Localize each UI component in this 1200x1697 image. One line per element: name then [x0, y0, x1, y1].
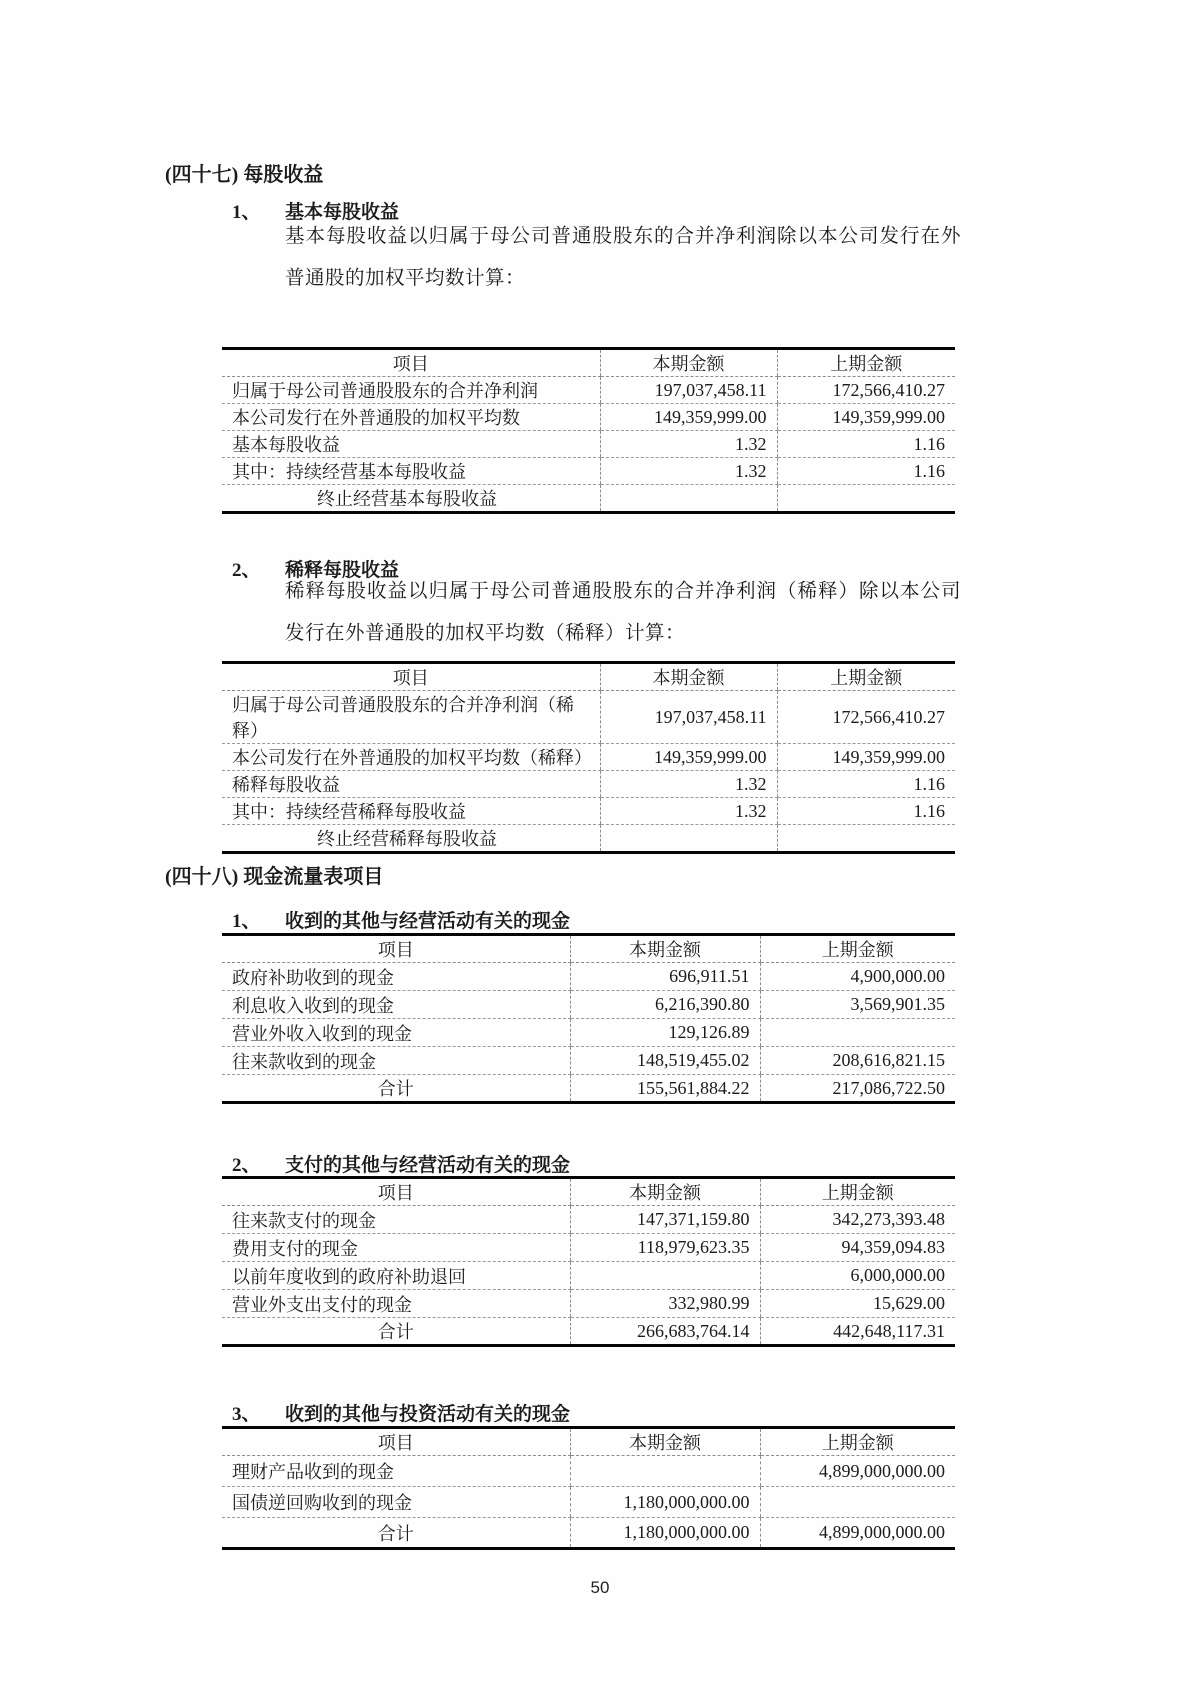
column-header-item: 项目: [222, 1178, 570, 1206]
subsection-number: 2、: [232, 560, 261, 581]
table-header-row: [222, 935, 955, 963]
current-amount-total: 266,683,764.14: [570, 1318, 760, 1346]
diluted-eps-paragraph: 稀释每股收益以归属于母公司普通股股东的合并净利润（稀释）除以本公司发行在外普通股的加权平均数（稀释）计算：: [285, 581, 961, 644]
table-row: [222, 377, 955, 404]
page-number: 50: [590, 1578, 610, 1597]
previous-amount: 1.16: [777, 458, 955, 485]
column-header-item: 项目: [222, 663, 600, 691]
column-header-item: 项目: [222, 935, 570, 963]
column-header-previous-period: 上期金额: [760, 1428, 955, 1456]
row-label: 以前年度收到的政府补助退回: [222, 1262, 570, 1290]
row-label: 费用支付的现金: [222, 1234, 570, 1262]
current-amount: 197,037,458.11: [600, 377, 777, 404]
previous-amount: 208,616,821.15: [760, 1047, 955, 1075]
row-label: 国债逆回购收到的现金: [222, 1487, 570, 1518]
table-row: [222, 963, 955, 991]
table-row: [222, 1234, 955, 1262]
table-total-row: [222, 1318, 955, 1346]
table-row: [222, 825, 955, 853]
other-cash-received-operating-table: [222, 933, 955, 1104]
row-label: 营业外支出支付的现金: [222, 1290, 570, 1318]
table-header-row: [222, 1428, 955, 1456]
table-row: [222, 1019, 955, 1047]
table-row: [222, 1290, 955, 1318]
current-amount: [570, 1262, 760, 1290]
table-row: [222, 991, 955, 1019]
current-amount-total: 155,561,884.22: [570, 1075, 760, 1103]
row-label: 其中：持续经营基本每股收益: [222, 458, 600, 485]
section-48-heading: (四十八) 现金流量表项目: [165, 866, 384, 888]
column-header-item: 项目: [222, 1428, 570, 1456]
column-header-previous-period: 上期金额: [760, 1178, 955, 1206]
current-amount: [600, 825, 777, 853]
other-cash-paid-operating-table: [222, 1176, 955, 1347]
table-row: [222, 1047, 955, 1075]
subsection-title: 基本每股收益: [285, 202, 400, 223]
subsection-other-cash-received-investing-heading: [232, 1399, 570, 1426]
subsection-number: 1、: [232, 911, 261, 932]
subsection-title: 支付的其他与经营活动有关的现金: [285, 1155, 571, 1176]
table-header-row: [222, 1178, 955, 1206]
row-label: 本公司发行在外普通股的加权平均数（稀释）: [222, 744, 600, 771]
row-label: 其中：持续经营稀释每股收益: [222, 798, 600, 825]
basic-eps-paragraph: 基本每股收益以归属于母公司普通股股东的合并净利润除以本公司发行在外普通股的加权平均数计算：: [285, 226, 961, 289]
current-amount: 197,037,458.11: [600, 691, 777, 744]
current-amount: 1.32: [600, 771, 777, 798]
previous-amount-total: 217,086,722.50: [760, 1075, 955, 1103]
table-row: [222, 798, 955, 825]
current-amount: [600, 485, 777, 513]
row-label: 往来款收到的现金: [222, 1047, 570, 1075]
current-amount: 1.32: [600, 798, 777, 825]
row-label: 终止经营基本每股收益: [317, 489, 497, 509]
previous-amount: [777, 485, 955, 513]
previous-amount: [760, 1487, 955, 1518]
previous-amount: 172,566,410.27: [777, 377, 955, 404]
row-label: 终止经营稀释每股收益: [317, 829, 497, 849]
column-header-previous-period: 上期金额: [777, 349, 955, 377]
previous-amount: 149,359,999.00: [777, 744, 955, 771]
previous-amount: 4,900,000.00: [760, 963, 955, 991]
previous-amount: 149,359,999.00: [777, 404, 955, 431]
column-header-current-period: 本期金额: [570, 935, 760, 963]
row-label: 理财产品收到的现金: [222, 1456, 570, 1487]
current-amount: 1.32: [600, 458, 777, 485]
current-amount: 696,911.51: [570, 963, 760, 991]
column-header-current-period: 本期金额: [570, 1178, 760, 1206]
table-row: [222, 691, 955, 744]
other-cash-received-investing-table: [222, 1426, 955, 1550]
table-row: [222, 771, 955, 798]
current-amount: 147,371,159.80: [570, 1206, 760, 1234]
table-row: [222, 431, 955, 458]
table-header-row: [222, 663, 955, 691]
total-row-label: 合计: [377, 1523, 414, 1544]
subsection-title: 稀释每股收益: [285, 560, 400, 581]
current-amount: 6,216,390.80: [570, 991, 760, 1019]
total-row-label: 合计: [377, 1079, 414, 1099]
column-header-current-period: 本期金额: [570, 1428, 760, 1456]
subsection-number: 1、: [232, 202, 261, 223]
current-amount: 118,979,623.35: [570, 1234, 760, 1262]
current-amount: [570, 1456, 760, 1487]
total-row-label: 合计: [377, 1322, 414, 1342]
current-amount: 332,980.99: [570, 1290, 760, 1318]
previous-amount: 172,566,410.27: [777, 691, 955, 744]
previous-amount: 94,359,094.83: [760, 1234, 955, 1262]
current-amount: 1,180,000,000.00: [570, 1487, 760, 1518]
previous-amount-total: 4,899,000,000.00: [760, 1518, 955, 1549]
previous-amount: 3,569,901.35: [760, 991, 955, 1019]
previous-amount: 1.16: [777, 798, 955, 825]
table-total-row: [222, 1518, 955, 1549]
row-label: 基本每股收益: [222, 431, 600, 458]
subsection-number: 3、: [232, 1404, 261, 1425]
table-total-row: [222, 1075, 955, 1103]
table-row: [222, 1487, 955, 1518]
subsection-title: 收到的其他与投资活动有关的现金: [285, 1404, 571, 1425]
column-header-previous-period: 上期金额: [760, 935, 955, 963]
current-amount: 149,359,999.00: [600, 744, 777, 771]
column-header-previous-period: 上期金额: [777, 663, 955, 691]
current-amount: 149,359,999.00: [600, 404, 777, 431]
table-row: [222, 404, 955, 431]
previous-amount: [777, 825, 955, 853]
column-header-current-period: 本期金额: [600, 349, 777, 377]
previous-amount: 1.16: [777, 771, 955, 798]
current-amount-total: 1,180,000,000.00: [570, 1518, 760, 1549]
basic-eps-table: [222, 347, 955, 514]
table-header-row: [222, 349, 955, 377]
current-amount: 1.32: [600, 431, 777, 458]
current-amount: 129,126.89: [570, 1019, 760, 1047]
previous-amount: 342,273,393.48: [760, 1206, 955, 1234]
row-label: 利息收入收到的现金: [222, 991, 570, 1019]
row-label: 往来款支付的现金: [222, 1206, 570, 1234]
table-row: [222, 1456, 955, 1487]
row-label: 归属于母公司普通股股东的合并净利润（稀释）: [222, 691, 600, 744]
table-row: [222, 1206, 955, 1234]
row-label: 稀释每股收益: [222, 771, 600, 798]
subsection-title: 收到的其他与经营活动有关的现金: [285, 911, 571, 932]
subsection-other-cash-paid-operating-heading: [232, 1150, 570, 1177]
previous-amount: 1.16: [777, 431, 955, 458]
previous-amount: 4,899,000,000.00: [760, 1456, 955, 1487]
subsection-number: 2、: [232, 1155, 261, 1176]
table-row: [222, 485, 955, 513]
previous-amount: [760, 1019, 955, 1047]
table-row: [222, 744, 955, 771]
current-amount: 148,519,455.02: [570, 1047, 760, 1075]
diluted-eps-table: [222, 661, 955, 854]
row-label: 归属于母公司普通股股东的合并净利润: [222, 377, 600, 404]
row-label: 营业外收入收到的现金: [222, 1019, 570, 1047]
table-row: [222, 1262, 955, 1290]
column-header-current-period: 本期金额: [600, 663, 777, 691]
section-47-heading: (四十七) 每股收益: [165, 164, 324, 186]
previous-amount: 15,629.00: [760, 1290, 955, 1318]
row-label: 本公司发行在外普通股的加权平均数: [222, 404, 600, 431]
column-header-item: 项目: [222, 349, 600, 377]
previous-amount-total: 442,648,117.31: [760, 1318, 955, 1346]
previous-amount: 6,000,000.00: [760, 1262, 955, 1290]
row-label: 政府补助收到的现金: [222, 963, 570, 991]
table-row: [222, 458, 955, 485]
subsection-other-cash-received-operating-heading: [232, 906, 570, 933]
